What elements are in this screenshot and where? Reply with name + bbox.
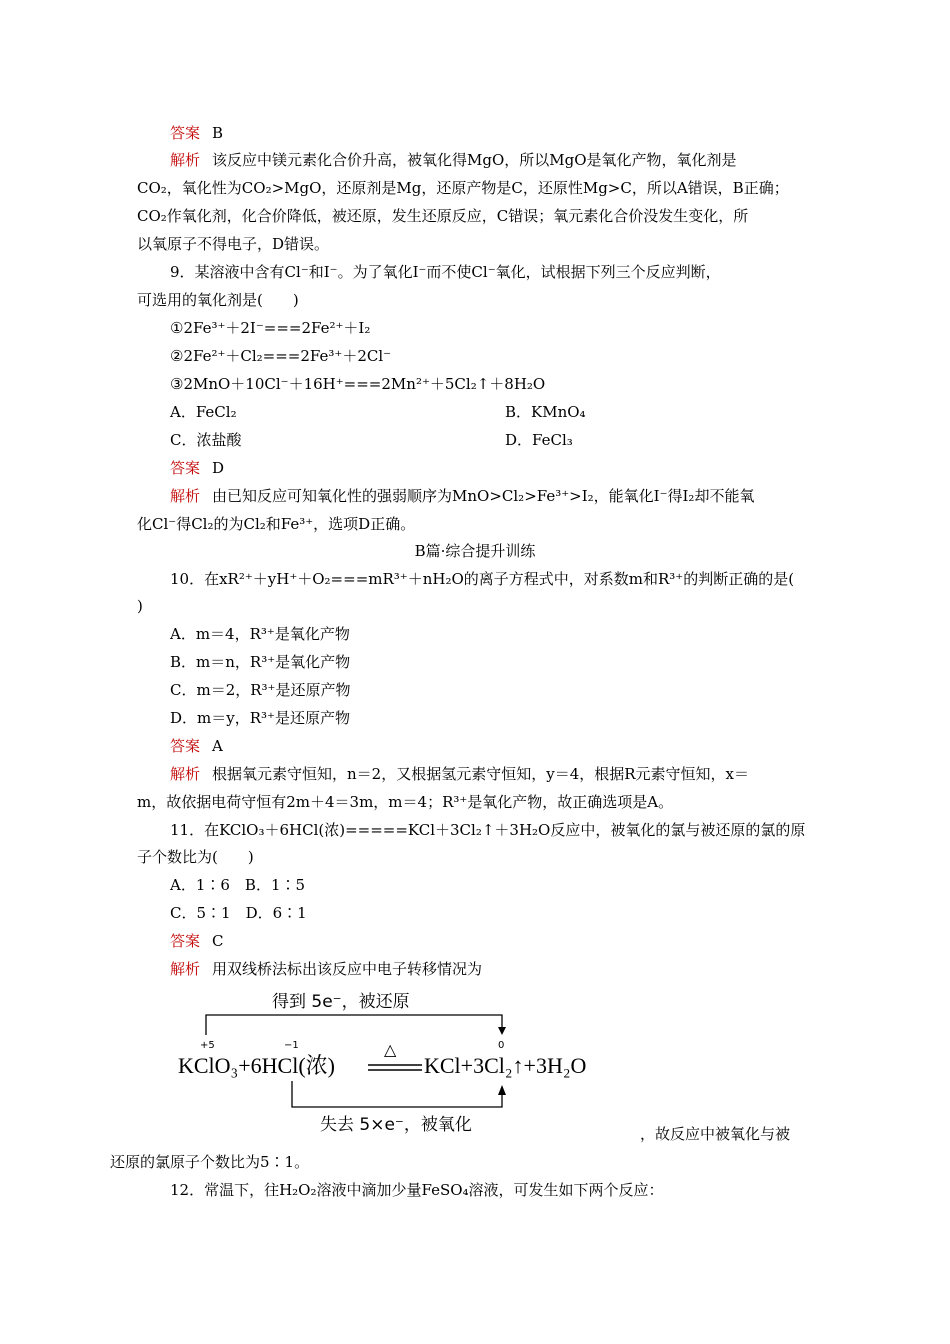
q9-option-d: D．FeCl₃ [505,431,573,449]
answer-label: 答案 [170,932,201,950]
q9-stem-line-1: 9．某溶液中含有Cl⁻和I⁻。为了氧化I⁻而不使Cl⁻氧化，试根据下列三个反应判断， [170,263,721,281]
answer-label: 答案 [170,737,201,755]
answer-value: B [212,124,224,142]
q11-tail-line-1: ，故反应中被氧化与被 [640,1125,791,1143]
q9-option-b: B．KMnO₄ [505,403,586,421]
q9-analysis-line-2: 化Cl⁻得Cl₂的为Cl₂和Fe³⁺，选项D正确。 [137,515,416,533]
equation-products: KCl+3Cl₂↑+3H₂O [424,1053,587,1078]
analysis-text: 用双线桥法标出该反应中电子转移情况为 [212,960,483,978]
analysis-label: 解析 [170,151,201,169]
q11-options-row-1: A．1∶6 B．1∶5 [170,876,306,894]
q10-analysis-line-1 [170,764,850,784]
gain-electrons-label: 得到 5e⁻，被还原 [272,992,410,1012]
q9-analysis-line-1 [170,486,850,506]
q9-option-c: C．浓盐酸 [170,431,242,449]
answer-label: 答案 [170,124,201,142]
q10-option-d: D．m＝y，R³⁺是还原产物 [170,709,350,727]
ox-state-cl-plus5: +5 [200,1040,215,1051]
answer-value: A [212,737,223,755]
q10-option-a: A．m＝4，R³⁺是氧化产物 [170,625,350,643]
answer-value: C [212,932,224,950]
gain-bridge-line [206,1015,502,1035]
q11-stem-line-2: 子个数比为( ) [137,848,254,866]
q9-stem-line-2: 可选用的氧化剂是( ) [137,291,299,309]
analysis-label: 解析 [170,960,201,978]
section-title: B篇·综合提升训练 [414,542,536,560]
q8-analysis-line-1 [170,150,850,170]
q11-tail-line-2: 还原的氯原子个数比为5∶1。 [110,1153,310,1171]
analysis-label: 解析 [170,487,201,505]
lose-electrons-label: 失去 5×e⁻，被氧化 [320,1115,472,1135]
q10-stem-line-1: 10．在xR²⁺＋yH⁺＋O₂===mR³⁺＋nH₂O的离子方程式中，对系数m和R³⁺的判断正确的是( [170,570,795,588]
q8-analysis-line-2: CO₂，氧化性为CO₂>MgO，还原剂是Mg，还原产物是C，还原性Mg>C，所以A错误，B正确； [137,179,789,197]
lose-arrowhead [498,1085,506,1095]
answer-value: D [212,459,225,477]
q8-analysis-line-4: 以氧原子不得电子，D错误。 [137,235,330,253]
electron-transfer-diagram [172,985,642,1135]
q9-reaction-1: ①2Fe³⁺＋2I⁻===2Fe²⁺＋I₂ [170,319,371,337]
q10-option-c: C．m＝2，R³⁺是还原产物 [170,681,351,699]
equation-reactants: KClO₃+6HCl(浓) [178,1053,335,1078]
answer-label: 答案 [170,459,201,477]
analysis-label: 解析 [170,765,201,783]
heat-symbol: △ [384,1040,397,1059]
q11-options-row-2: C．5∶1 D．6∶1 [170,904,307,922]
analysis-text: 由已知反应可知氧化性的强弱顺序为MnO>Cl₂>Fe³⁺>I₂，能氧化I⁻得I₂却不能氧 [212,487,755,505]
q10-analysis-line-2: m，故依据电荷守恒有2m＋4＝3m，m＝4；R³⁺是氧化产物，故正确选项是A。 [137,793,674,811]
lose-bridge-line [292,1081,502,1107]
q12-stem: 12．常温下，往H₂O₂溶液中滴加少量FeSO₄溶液，可发生如下两个反应： [170,1181,664,1199]
q11-analysis-line [170,959,850,979]
q9-option-a: A．FeCl₂ [170,403,237,421]
analysis-text: 该反应中镁元素化合价升高，被氧化得MgO，所以MgO是氧化产物，氧化剂是 [212,151,737,169]
ox-state-cl-minus1: −1 [284,1040,299,1051]
q9-answer-line [170,458,850,478]
analysis-text: 根据氧元素守恒知，n＝2，又根据氢元素守恒知，y＝4，根据R元素守恒知，x＝ [212,765,749,783]
ox-state-cl-zero: 0 [498,1040,505,1051]
gain-arrowhead [498,1027,506,1035]
q9-reaction-2: ②2Fe²⁺＋Cl₂===2Fe³⁺＋2Cl⁻ [170,347,392,365]
q9-reaction-3: ③2MnO＋10Cl⁻＋16H⁺===2Mn²⁺＋5Cl₂↑＋8H₂O [170,375,546,393]
q10-stem-line-2: ) [137,597,143,615]
q11-answer-line [170,931,850,951]
q10-option-b: B．m＝n，R³⁺是氧化产物 [170,653,351,671]
q8-answer-line [170,123,850,143]
q10-answer-line [170,736,850,756]
q11-stem-line-1: 11．在KClO₃＋6HCl(浓)=====KCl＋3Cl₂↑＋3H₂O反应中，被氧化的氯与被还原的氯的原 [170,821,806,839]
q8-analysis-line-3: CO₂作氧化剂，化合价降低，被还原，发生还原反应，C错误；氧元素化合价没发生变化，所 [137,207,749,225]
